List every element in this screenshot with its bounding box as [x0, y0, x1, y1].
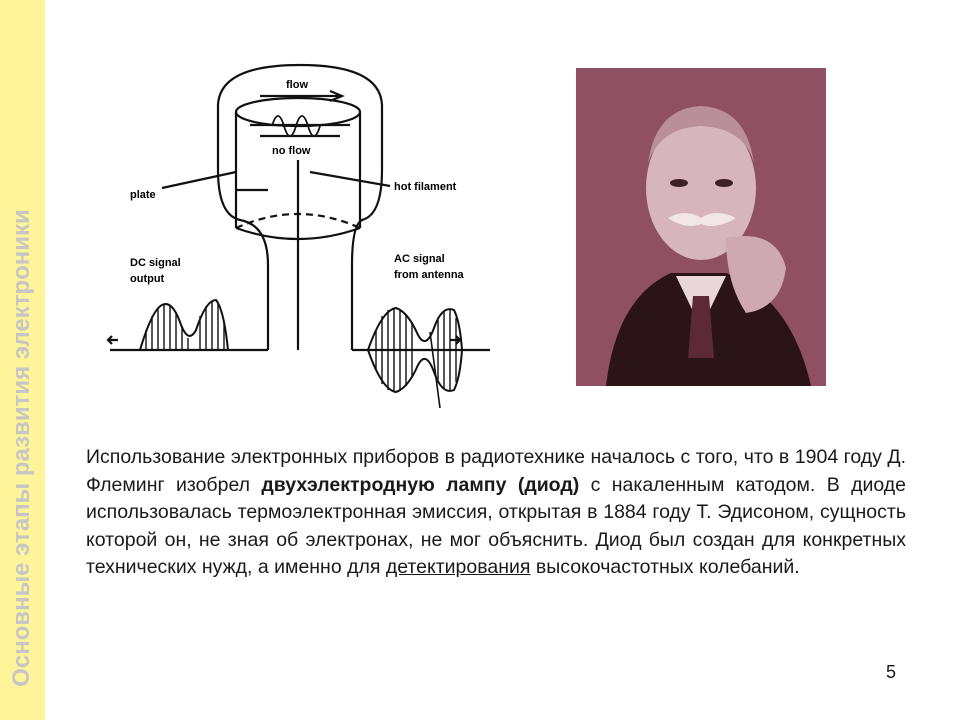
label-no-flow: no flow — [272, 145, 311, 157]
vertical-section-title: Основные этапы развития электроники — [8, 209, 35, 687]
paragraph-bold-term: двухэлектродную лампу (диод) — [261, 473, 580, 496]
sidebar-band — [0, 0, 45, 720]
paragraph-underlined-term: детектирования — [385, 556, 531, 579]
paragraph-part2: с накаленным катодом. В диоде использовалась термоэлектронная эмиссия, открытая в 1884 году Т. Эдисоном, сущность которой он, не зная об электронах, не мог объяснить. Диод был создан для конкретных технических нужд, а именно для — [86, 473, 906, 579]
label-flow: flow — [286, 79, 308, 91]
diode-diagram — [100, 60, 500, 415]
page-number: 5 — [886, 662, 897, 682]
portrait-photo — [576, 68, 826, 386]
label-ac-antenna: from antenna — [394, 269, 464, 281]
portrait-illustration — [576, 68, 826, 386]
label-dc-output: output — [130, 273, 165, 285]
label-plate: plate — [130, 189, 156, 201]
dc-waveform — [140, 300, 228, 350]
paragraph-part1: Использование электронных приборов в радиотехнике началось с того, что в 1904 году Д. Флеминг изобрел — [86, 446, 906, 496]
description-paragraph — [86, 444, 906, 582]
label-hot-filament: hot filament — [394, 181, 457, 193]
label-dc-signal: DC signal — [130, 257, 181, 269]
paragraph-part3: высокочастотных колебаний. — [530, 556, 800, 579]
label-ac-signal: AC signal — [394, 253, 445, 265]
